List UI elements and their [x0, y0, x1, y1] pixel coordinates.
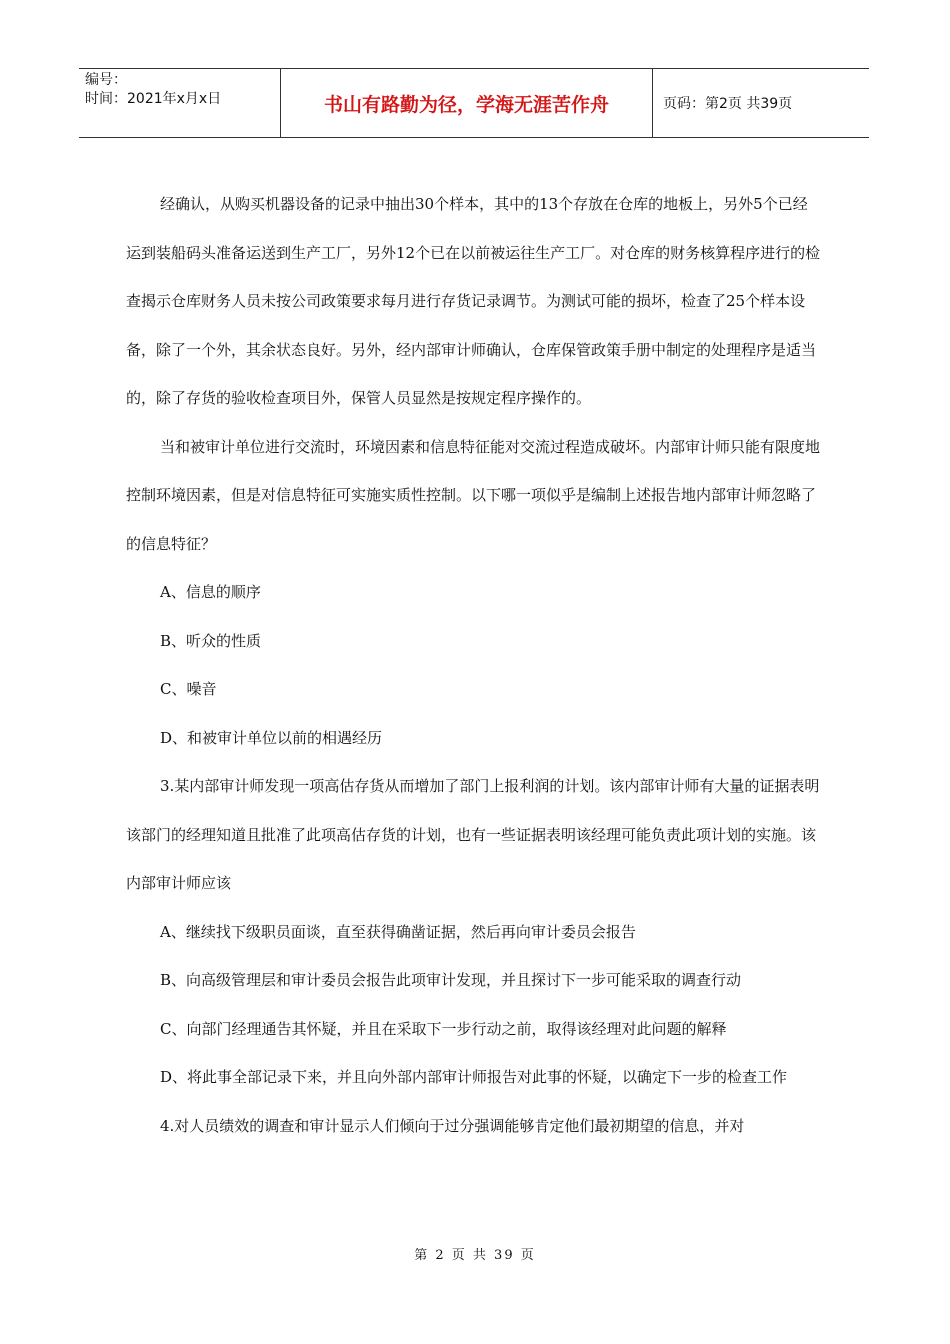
q2-option-b: B、听众的性质: [160, 631, 262, 650]
q2-option-d: D、和被审计单位以前的相遇经历: [160, 728, 383, 747]
question-4-text: 4.对人员绩效的调查和审计显示人们倾向于过分强调能够肯定他们最初期望的信息，并对: [160, 1116, 745, 1135]
page-footer: 第 2 页 共 39 页: [414, 1248, 536, 1263]
q3-option-d: D、将此事全部记录下来，并且向外部内部审计师报告对此事的怀疑，以确定下一步的检查工作: [160, 1068, 788, 1086]
question-2-text: 当和被审计单位进行交流时，环境因素和信息特征能对交流过程造成破坏。内部审计师只能有限度地控制环境因素，但是对信息特征可实施实质性控制。以下哪一项似乎是编制上述报告地内部审计师忽略了的信息特征？: [126, 437, 821, 553]
q2-option-a: A、信息的顺序: [160, 583, 261, 601]
header-page-info: 页码：第2页 共39页: [663, 96, 793, 112]
q3-option-a: A、继续找下级职员面谈，直至获得确凿证据，然后再向审计委员会报告: [160, 922, 636, 941]
document-body: [126, 180, 822, 1150]
document-number-label: 编号：: [85, 72, 127, 88]
q2-option-c: C、噪音: [160, 680, 217, 698]
header-motto: 书山有路勤为径，学海无涯苦作舟: [281, 69, 653, 137]
paragraph: 经确认，从购买机器设备的记录中抽出30个样本，其中的13个存放在仓库的地板上，另外5个已经运到装船码头准备运送到生产工厂，另外12个已在以前被运往生产工厂。对仓库的财务核算程序进行的检查揭示仓库财务人员未按公司政策要求每月进行存货记录调节。为测试可能的损坏，检查了25个样本设备，除了一个外，其余状态良好。另外，经内部审计师确认，仓库保管政策手册中制定的处理程序是适当的，除了存货的验收检查项目外，保管人员显然是按规定程序操作的。: [126, 195, 821, 407]
document-date-label: 时间：2021年x月x日: [85, 91, 222, 107]
q3-option-b: B、向高级管理层和审计委员会报告此项审计发现，并且探讨下一步可能采取的调查行动: [160, 971, 742, 989]
q3-option-c: C、向部门经理通告其怀疑，并且在采取下一步行动之前，取得该经理对此问题的解释: [160, 1019, 727, 1038]
header-meta: [79, 69, 281, 137]
question-3-text: 3.某内部审计师发现一项高估存货从而增加了部门上报利润的计划。该内部审计师有大量的证据表明该部门的经理知道且批准了此项高估存货的计划，也有一些证据表明该经理可能负责此项计划的实施。该内部审计师应该: [126, 777, 820, 892]
page-header: [79, 68, 869, 138]
